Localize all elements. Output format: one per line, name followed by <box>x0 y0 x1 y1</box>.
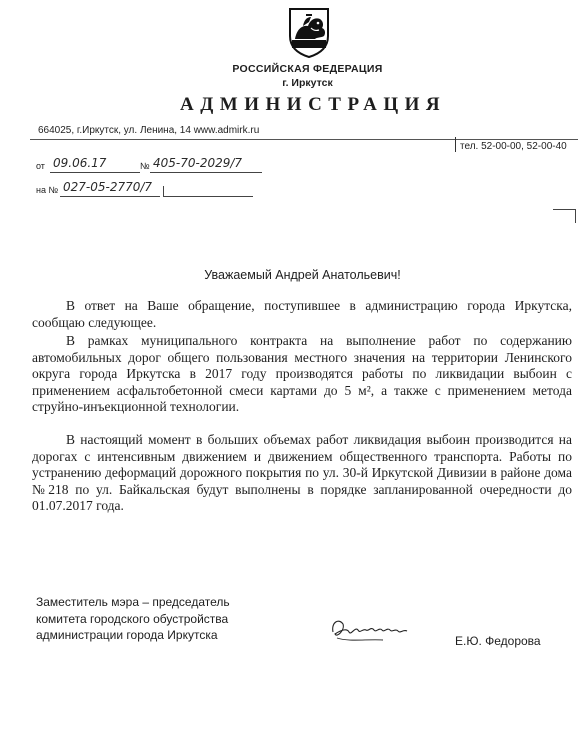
address-line: 664025, г.Иркутск, ул. Ленина, 14 www.admirk.ru <box>38 125 260 136</box>
phone-separator <box>455 137 456 152</box>
addressee-corner-mark-vertical <box>575 209 576 223</box>
date-underline <box>50 172 140 173</box>
greeting: Уважаемый Андрей Анатольевич! <box>204 268 401 282</box>
number-value: 405-70-2029/7 <box>153 156 243 170</box>
phone-line: тел. 52-00-00, 52-00-40 <box>460 141 567 152</box>
coat-of-arms-icon <box>287 6 331 58</box>
reply-label: на № <box>36 185 59 195</box>
paragraph-1-text: В ответ на Ваше обращение, поступившее в администрацию города Иркутска, сообщаю следующее. <box>32 298 572 330</box>
header-rule <box>30 139 578 140</box>
reply-value: 027-05-2770/7 <box>63 180 153 194</box>
paragraph-1 <box>32 298 572 331</box>
paragraph-3-text: В настоящий момент в больших объемах работ ликвидация выбоин производится на дорогах с интенсивным движением и движением общественного транспорта. Работы по устранению деформаций дорожного покрытия по ул. 30-й Иркутской Дивизии в районе дома №218 по ул. Байкальская будут выполнены в порядке запланированной очередности до 01.07.2017 года. <box>32 432 572 514</box>
reply-underline <box>60 196 160 197</box>
paragraph-3 <box>32 432 572 515</box>
date-value: 09.06.17 <box>53 156 107 170</box>
signer-position-line: Заместитель мэра – председатель <box>36 595 230 609</box>
reply-extra-underline <box>163 196 253 197</box>
country-name: РОССИЙСКАЯ ФЕДЕРАЦИЯ <box>232 63 383 75</box>
signer-position <box>36 594 230 644</box>
number-label: № <box>140 161 150 171</box>
paragraph-2-text: В рамках муниципального контракта на выполнение работ по содержанию автомобильных дорог общего пользования местного значения на территории Ленинского округа города Иркутска в 2017 году производятся работы по ликвидации выбоин с применением асфальтобетонной смеси картами до 5 м², а также с применением метода струйно-инъекционной технологии. <box>32 333 572 415</box>
signer-position-line: комитета городского обустройства <box>36 611 229 626</box>
date-label: от <box>36 161 45 171</box>
signer-name: Е.Ю. Федорова <box>455 634 541 648</box>
city-name: г. Иркутск <box>282 77 333 89</box>
organization-title: АДМИНИСТРАЦИЯ <box>180 94 447 115</box>
addressee-corner-mark <box>553 209 575 210</box>
handwritten-signature <box>327 612 415 646</box>
paragraph-2 <box>32 333 572 416</box>
number-underline <box>150 172 262 173</box>
signer-position-line: администрации города Иркутска <box>36 628 218 642</box>
